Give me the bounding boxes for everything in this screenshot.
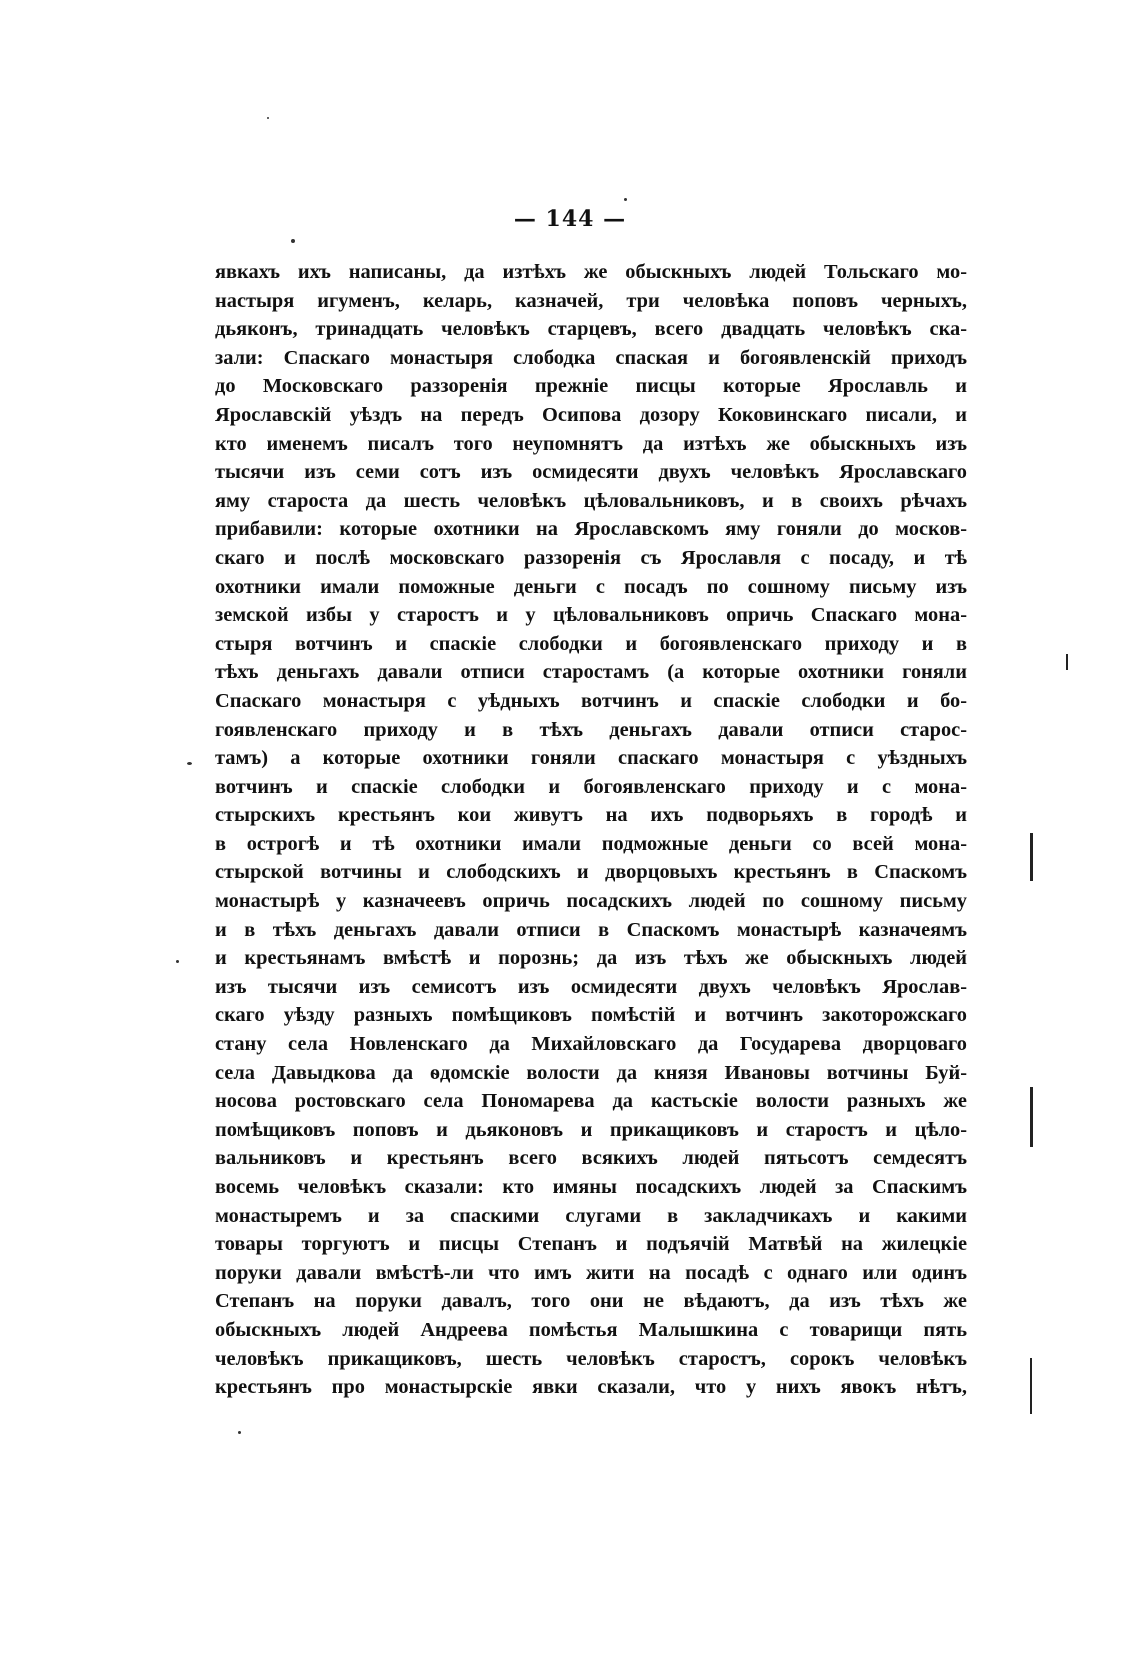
text-line: стану села Новленскаго да Михайловскаго да Государева дворцоваго: [215, 1033, 967, 1056]
text-line: вальниковъ и крестьянъ всего всякихъ людей пятьсотъ семдесятъ: [215, 1147, 967, 1170]
scan-speck: [187, 762, 192, 765]
text-line: восемь человѣкъ сказали: кто имяны посадскихъ людей за Спаскимъ: [215, 1176, 967, 1198]
text-line: кто именемъ писалъ того неупомнятъ да изтѣхъ же обыскныхъ изъ: [215, 432, 967, 455]
scan-speck: [291, 239, 295, 243]
text-line: изъ тысячи изъ семисотъ изъ осмидесяти двухъ человѣкъ Ярослав-: [215, 975, 967, 998]
body-text: [215, 258, 967, 1402]
text-line: поруки давали вмѣстѣ-ли что имъ жити на посадѣ с однаго или одинъ: [215, 1261, 967, 1284]
text-line: монастыремъ и за спаскими слугами в закладчикахъ и какими: [215, 1204, 967, 1227]
text-line: стыря вотчинъ и спаскіе слободки и богоявленскаго приходу и в: [215, 632, 967, 655]
text-line: Спаскаго монастыря с уѣдныхъ вотчинъ и спаскіе слободки и бо-: [215, 689, 967, 712]
text-line: носова ростовскаго села Пономарева да кастьскіе волости разныхъ же: [215, 1090, 967, 1113]
text-line: помѣщиковъ поповъ и дьяконовъ и прикащиковъ и старостъ и цѣло-: [215, 1118, 967, 1141]
scan-margin-mark: [1066, 654, 1068, 670]
text-line: обыскныхъ людей Андреева помѣстья Малышкина с товарищи пять: [215, 1318, 967, 1341]
scan-speck: [176, 960, 179, 963]
text-line: вотчинъ и спаскіе слободки и богоявленскаго приходу и с мона-: [215, 775, 967, 798]
text-line: прибавили: которые охотники на Ярославскомъ яму гоняли до москов-: [215, 518, 967, 541]
text-line: человѣкъ прикащиковъ, шесть человѣкъ старостъ, сорокъ человѣкъ: [215, 1347, 967, 1370]
text-line: Степанъ на поруки давалъ, того они не вѣдаютъ, да изъ тѣхъ же: [215, 1290, 967, 1313]
text-line: и в тѣхъ деньгахъ давали отписи в Спаскомъ монастырѣ казначеямъ: [215, 918, 967, 941]
scan-speck: [267, 117, 269, 119]
text-line: Ярославскій уѣздъ на передъ Осипова дозору Коковинскаго писали, и: [215, 403, 967, 426]
scan-speck: [624, 198, 627, 201]
text-line: скаго уѣзду разныхъ помѣщиковъ помѣстій и вотчинъ закоторожскаго: [215, 1004, 967, 1027]
text-line: товары торгуютъ и писцы Степанъ и подъячій Матвѣй на жилецкіе: [215, 1233, 967, 1256]
text-line: и крестьянамъ вмѣстѣ и порознь; да изъ тѣхъ же обыскныхъ людей: [215, 947, 967, 970]
text-line: тѣхъ деньгахъ давали отписи старостамъ (а которые охотники гоняли: [215, 661, 967, 684]
text-line: села Давыдкова да ѳдомскіе волости да князя Ивановы вотчины Буй-: [215, 1061, 967, 1084]
text-line: стырскихъ крестьянъ кои живутъ на ихъ подворьяхъ в городѣ и: [215, 804, 967, 827]
text-line: гоявленскаго приходу и в тѣхъ деньгахъ давали отписи старос-: [215, 718, 967, 741]
text-line: до Московскаго раззоренія прежніе писцы которые Ярославль и: [215, 375, 967, 398]
text-line: тамъ) а которые охотники гоняли спаскаго монастыря с уѣздныхъ: [215, 747, 967, 770]
text-line: явкахъ ихъ написаны, да изтѣхъ же обыскныхъ людей Тольскаго мо-: [215, 261, 967, 283]
text-line: земской избы у старостъ и у цѣловальниковъ опричь Спаскаго мона-: [215, 604, 967, 627]
text-line: тысячи изъ семи сотъ изъ осмидесяти двухъ человѣкъ Ярославскаго: [215, 461, 967, 484]
text-line: в острогѣ и тѣ охотники имали подможные деньги со всей мона-: [215, 832, 967, 855]
page-number: — 144 —: [513, 206, 627, 232]
text-line: дьяконъ, тринадцать человѣкъ старцевъ, всего двадцать человѣкъ ска-: [215, 318, 967, 341]
text-line: стырской вотчины и слободскихъ и дворцовыхъ крестьянъ в Спаскомъ: [215, 861, 967, 884]
scan-margin-mark: [1030, 833, 1033, 881]
text-line: яму староста да шесть человѣкъ цѣловальниковъ, и в своихъ рѣчахъ: [215, 489, 967, 512]
scan-speck: [238, 1431, 241, 1434]
text-line: охотники имали поможные деньги с посадъ по сошному письму изъ: [215, 575, 967, 598]
text-line: настыря игуменъ, келарь, казначей, три человѣка поповъ черныхъ,: [215, 289, 967, 312]
scan-margin-mark: [1030, 1358, 1032, 1414]
text-line: зали: Спаскаго монастыря слободка спаская и богоявленскій приходъ: [215, 346, 967, 369]
text-line: монастырѣ у казначеевъ опричь посадскихъ людей по сошному письму: [215, 890, 967, 913]
text-line: скаго и послѣ московскаго раззоренія съ Ярославля с посаду, и тѣ: [215, 546, 967, 569]
scan-margin-mark: [1030, 1087, 1033, 1147]
text-line: крестьянъ про монастырскіе явки сказали, что у нихъ явокъ нѣтъ,: [215, 1376, 967, 1399]
